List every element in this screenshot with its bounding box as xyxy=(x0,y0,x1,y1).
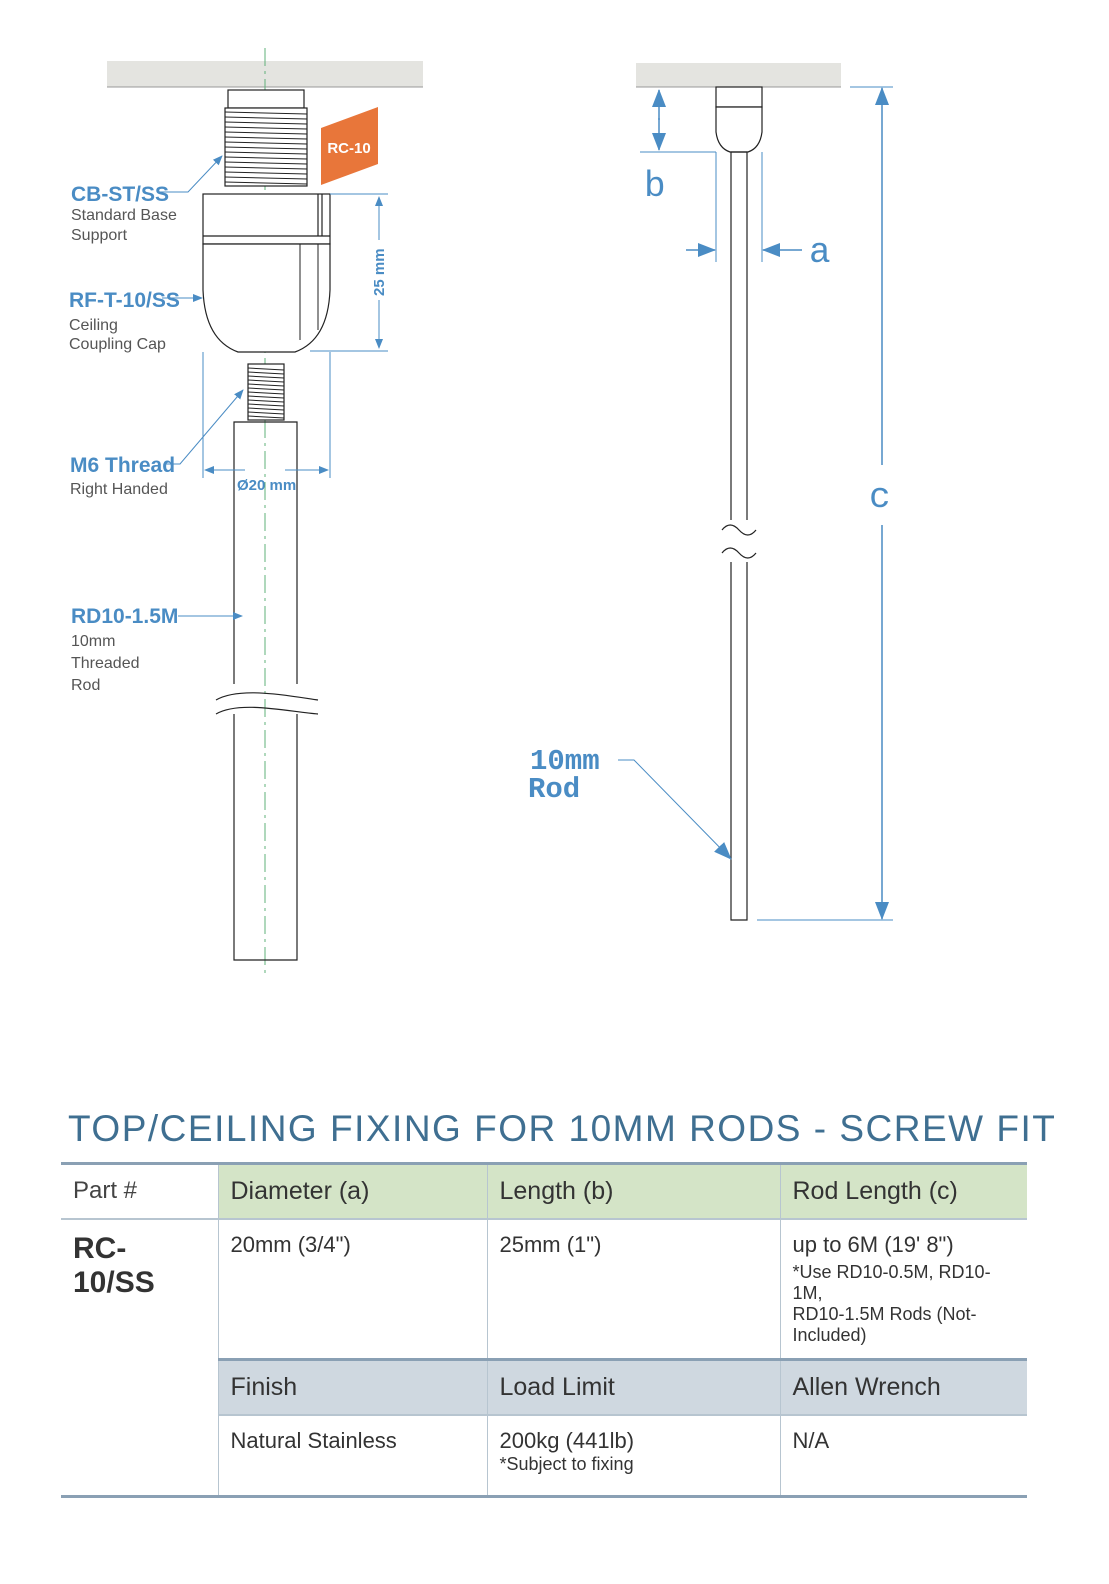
svg-text:Ceiling: Ceiling xyxy=(69,317,118,334)
exploded-view xyxy=(69,48,423,975)
svg-text:25 mm: 25 mm xyxy=(371,248,388,296)
rod-label xyxy=(528,745,731,859)
value-allen-wrench: N/A xyxy=(780,1415,1027,1495)
svg-text:Standard Base: Standard Base xyxy=(71,207,177,224)
svg-text:CB-ST/SS: CB-ST/SS xyxy=(71,183,170,206)
svg-text:Right Handed: Right Handed xyxy=(70,481,168,498)
callout-rd10 xyxy=(71,605,178,694)
header-load-limit: Load Limit xyxy=(487,1360,780,1416)
value-load-limit-cell xyxy=(487,1415,780,1495)
svg-text:Coupling Cap: Coupling Cap xyxy=(69,336,166,353)
header-rod-length: Rod Length (c) xyxy=(780,1164,1027,1220)
svg-text:Threaded: Threaded xyxy=(71,655,140,672)
value-length: 25mm (1") xyxy=(487,1219,780,1360)
svg-text:RD10-1.5M: RD10-1.5M xyxy=(71,605,179,628)
assembled-rod xyxy=(722,152,756,920)
dim-b xyxy=(640,90,716,207)
svg-text:c: c xyxy=(869,477,891,518)
svg-text:RF-T-10/SS: RF-T-10/SS xyxy=(69,289,180,312)
svg-text:b: b xyxy=(644,166,666,207)
svg-text:Support: Support xyxy=(71,227,128,244)
callout-cb-st xyxy=(71,183,177,244)
dim-a xyxy=(686,152,831,273)
svg-text:Rod: Rod xyxy=(528,773,581,806)
header-finish: Finish xyxy=(218,1360,487,1416)
svg-text:a: a xyxy=(809,232,831,273)
value-load-limit: 200kg (441lb) xyxy=(499,1428,635,1453)
svg-text:Ø20 mm: Ø20 mm xyxy=(237,477,297,494)
header-allen-wrench: Allen Wrench xyxy=(780,1360,1027,1416)
value-finish: Natural Stainless xyxy=(218,1415,487,1495)
value-rod-length: up to 6M (19' 8") xyxy=(792,1232,954,1257)
header-diameter: Diameter (a) xyxy=(218,1164,487,1220)
dim-c xyxy=(757,87,893,920)
table-bottom-rule xyxy=(61,1495,1027,1497)
svg-text:M6 Thread: M6 Thread xyxy=(70,454,176,477)
rod-note-line-2: RD10-1.5M Rods (Not-Included) xyxy=(792,1304,977,1345)
svg-text:10mm: 10mm xyxy=(530,745,600,778)
rod-note-line-1: *Use RD10-0.5M, RD10-1M, xyxy=(792,1262,991,1303)
header-length: Length (b) xyxy=(487,1164,780,1220)
spec-table xyxy=(61,1162,1027,1498)
part-number: RC-10/SS xyxy=(61,1219,218,1495)
spec-header-row-1 xyxy=(61,1164,1027,1220)
section-heading: TOP/CEILING FIXING FOR 10MM RODS - SCREW FIT xyxy=(68,1108,1057,1149)
assembled-view xyxy=(528,63,893,920)
threaded-rod xyxy=(216,422,318,960)
assembled-fitting xyxy=(716,87,762,152)
load-note: *Subject to fixing xyxy=(499,1454,634,1474)
svg-text:Rod: Rod xyxy=(71,677,101,694)
coupling-cap xyxy=(203,194,330,352)
value-rod-length-cell xyxy=(780,1219,1027,1360)
svg-text:10mm: 10mm xyxy=(71,633,116,650)
spec-value-row-1 xyxy=(61,1219,1027,1360)
part-label: Part # xyxy=(73,1177,138,1204)
callout-m6 xyxy=(70,454,175,498)
value-diameter: 20mm (3/4") xyxy=(218,1219,487,1360)
badge-label: RC-10 xyxy=(327,140,371,157)
callout-rf-t xyxy=(69,289,180,353)
ceiling-plate-right xyxy=(636,63,841,87)
